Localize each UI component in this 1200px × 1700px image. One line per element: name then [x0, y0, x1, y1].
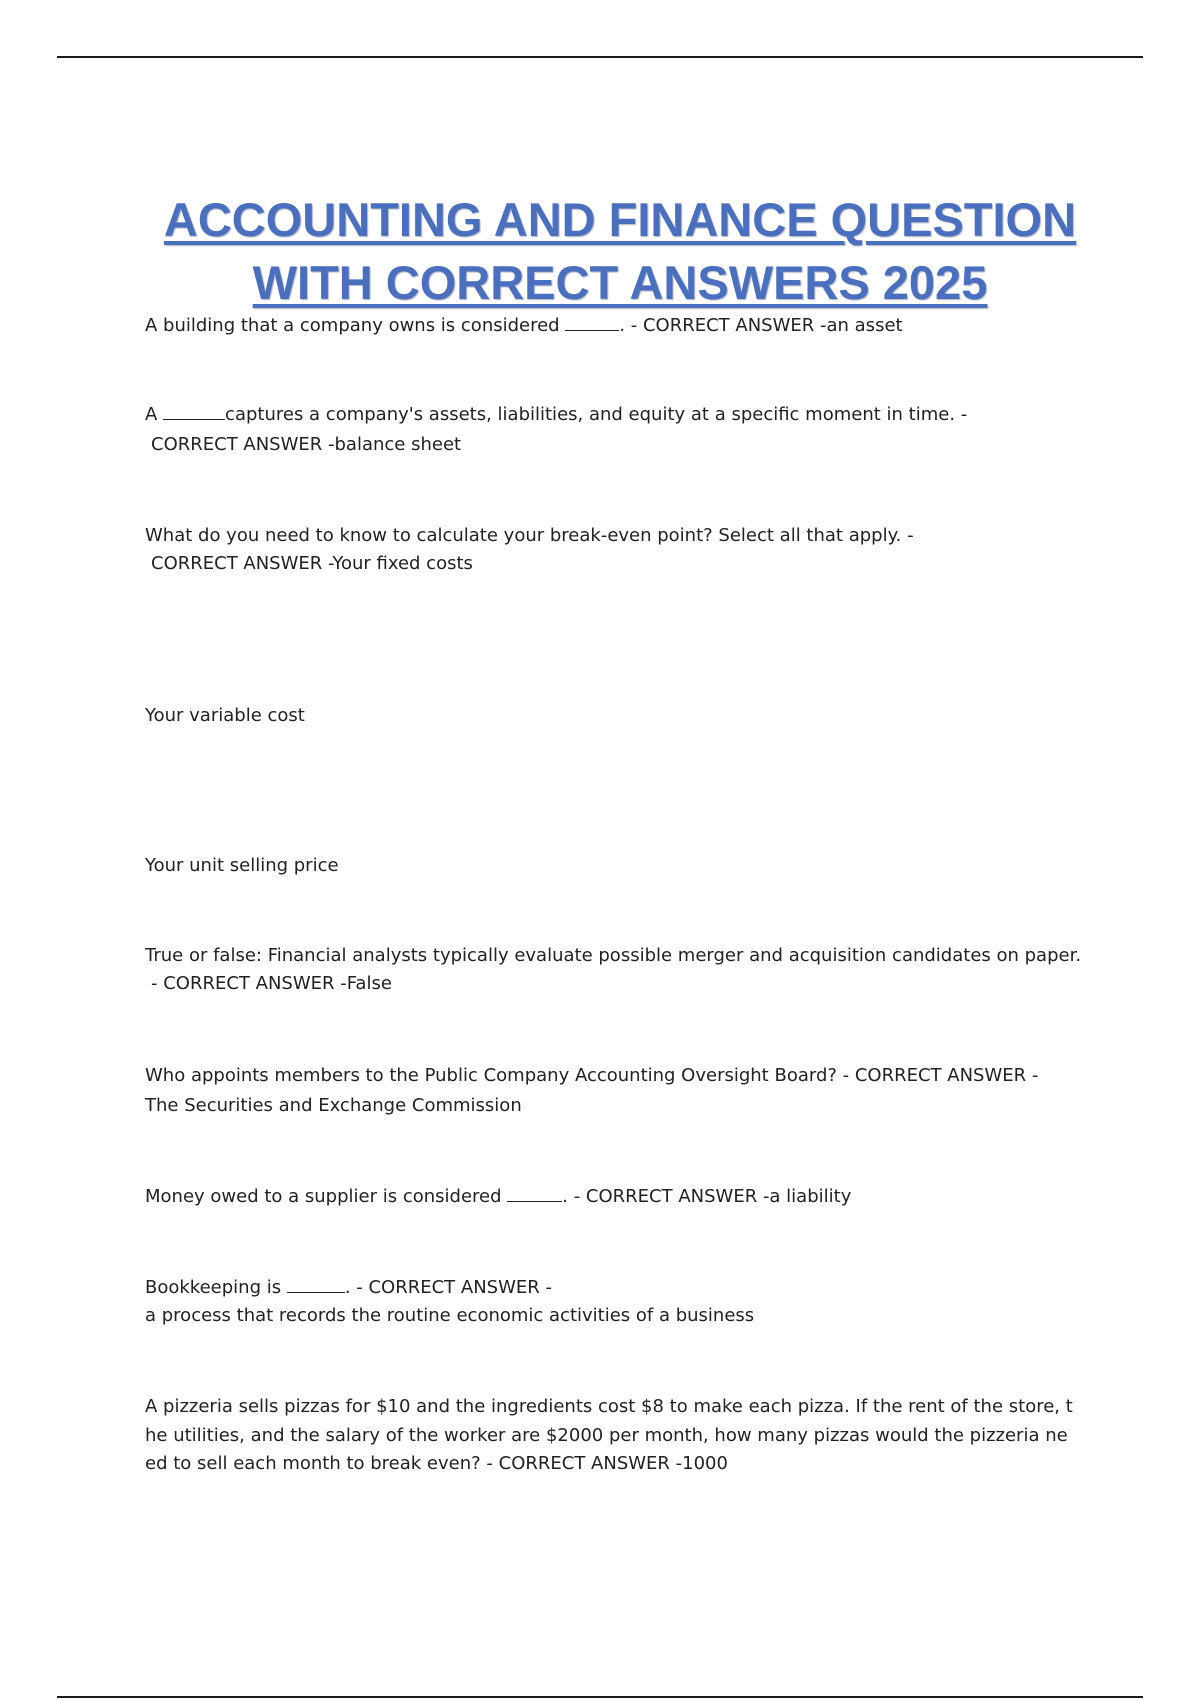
question-8-line-1: A pizzeria sells pizzas for $10 and the ingredients cost $8 to make each pizza. If the rent of the store, t	[145, 1396, 1073, 1417]
fill-in-blank	[163, 404, 225, 420]
question-3-answer-item-3: Your unit selling price	[145, 855, 339, 876]
question-5-answer: The Securities and Exchange Commission	[145, 1095, 522, 1116]
question-1-text-before: A building that a company owns is considered	[145, 315, 566, 336]
question-3: What do you need to know to calculate your break-even point? Select all that apply. -	[145, 525, 914, 546]
top-rule	[57, 56, 1143, 58]
question-4-answer: - CORRECT ANSWER -False	[151, 973, 392, 994]
question-3-answer-item-2: Your variable cost	[145, 705, 305, 726]
fill-in-blank	[507, 1186, 562, 1202]
fill-in-blank	[565, 315, 619, 331]
question-7-text-before: Bookkeeping is	[145, 1277, 287, 1298]
question-2-text-before: A	[145, 404, 164, 425]
question-8-line-2: he utilities, and the salary of the worker are $2000 per month, how many pizzas would the pizzeria ne	[145, 1425, 1068, 1446]
question-3-answer: CORRECT ANSWER -Your fixed costs	[151, 553, 473, 574]
question-7	[145, 1277, 552, 1299]
question-2-answer: CORRECT ANSWER -balance sheet	[151, 434, 462, 455]
question-1	[145, 315, 903, 337]
question-6-text-before: Money owed to a supplier is considered	[145, 1186, 508, 1207]
question-2-text-after: captures a company's assets, liabilities, and equity at a specific moment in time. -	[225, 404, 968, 425]
question-8-line-3: ed to sell each month to break even? - CORRECT ANSWER -1000	[145, 1453, 728, 1474]
document-title-line-2: WITH CORRECT ANSWERS 2025	[252, 256, 988, 309]
question-2	[145, 404, 967, 426]
question-7-answer: a process that records the routine economic activities of a business	[145, 1305, 755, 1326]
question-5: Who appoints members to the Public Company Accounting Oversight Board? - CORRECT ANSWER -	[145, 1065, 1039, 1086]
question-6-text-after: . - CORRECT ANSWER -a liability	[562, 1186, 852, 1207]
fill-in-blank	[287, 1277, 345, 1293]
question-1-text-after: . - CORRECT ANSWER -an asset	[619, 315, 903, 336]
bottom-rule	[57, 1696, 1143, 1698]
question-7-text-after: . - CORRECT ANSWER -	[344, 1277, 552, 1298]
question-4: True or false: Financial analysts typically evaluate possible merger and acquisition candidates on paper.	[145, 945, 1082, 966]
document-title-line-1: ACCOUNTING AND FINANCE QUESTION	[163, 193, 1077, 246]
question-6	[145, 1186, 851, 1208]
